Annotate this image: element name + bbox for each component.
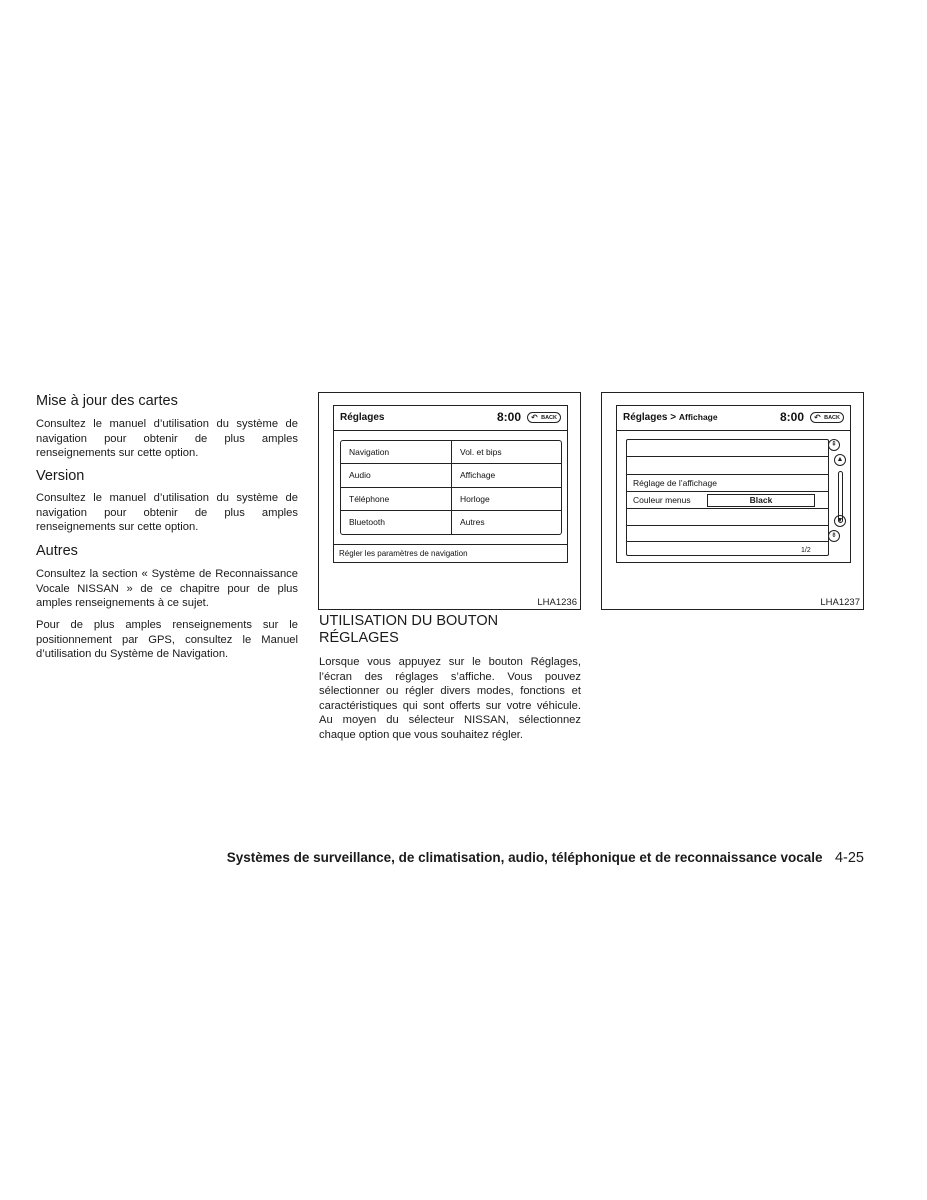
row-menu-color-label[interactable]: Couleur menus: [633, 495, 691, 505]
divider: [334, 430, 567, 431]
section-heading-map-update: Mise à jour des cartes: [36, 393, 178, 409]
scroll-up-icon[interactable]: ▲: [834, 454, 846, 466]
paragraph-other-1: Consultez la section « Système de Reconnaissance Vocale NISSAN » de ce chapitre pour de plus amples renseignements à ce sujet.: [36, 568, 298, 610]
menu-color-value-field[interactable]: Black: [707, 494, 815, 507]
page-indicator: 1/2: [801, 547, 811, 554]
row-display-settings[interactable]: Réglage de l’affichage: [633, 478, 717, 488]
menu-item-navigation[interactable]: Navigation: [349, 447, 390, 457]
section-heading-version: Version: [36, 468, 85, 484]
display-settings-screen: [616, 405, 851, 563]
footer-page-number: 4-25: [834, 850, 864, 866]
breadcrumb-current: Affichage: [678, 412, 718, 422]
figure-display-settings-screen: [601, 392, 864, 610]
divider: [340, 487, 562, 488]
menu-item-volume[interactable]: Vol. et bips: [460, 447, 502, 457]
paragraph-settings-button: Lorsque vous appuyez sur le bouton Réglages, l’écran des réglages s’affiche. Vous pouvez sélectionner ou régler divers modes, fonctions et caractéristiques qui sont offerts sur votre véhicule. Au moyen du sélecteur NISSAN, sélectionnez chaque option que vous souhaitez régler.: [319, 656, 581, 741]
divider: [626, 456, 829, 457]
menu-item-telephone[interactable]: Téléphone: [349, 494, 390, 504]
heading-line-1: UTILISATION DU BOUTON: [319, 613, 499, 629]
clock-time: 8:00: [497, 410, 522, 424]
section-heading-other: Autres: [36, 543, 78, 559]
figure-code: LHA1236: [537, 597, 577, 608]
footer-chapter-title: Systèmes de surveillance, de climatisation, audio, téléphonique et de reconnaissance vocale: [226, 850, 823, 865]
divider: [340, 510, 562, 511]
menu-item-clock[interactable]: Horloge: [460, 494, 490, 504]
heading-line-2: RÉGLAGES: [319, 630, 399, 646]
back-arrow-icon: ↶: [814, 413, 821, 422]
menu-item-audio[interactable]: Audio: [349, 470, 371, 480]
settings-screen: [333, 405, 568, 563]
divider: [617, 430, 850, 431]
section-heading-settings-button: [319, 613, 582, 647]
status-text: Régler les paramètres de navigation: [339, 549, 468, 558]
clock-time: 8:00: [780, 410, 805, 424]
divider: [626, 491, 829, 492]
figure-code: LHA1237: [820, 597, 860, 608]
divider: [626, 541, 829, 542]
breadcrumb-root: Réglages >: [623, 412, 677, 423]
scroll-bottom-icon[interactable]: ⇟: [828, 530, 840, 542]
paragraph-other-2: Pour de plus amples renseignements sur le positionnement par GPS, consultez le Manuel d’utilisation du Système de Navigation.: [36, 619, 298, 661]
divider: [334, 544, 567, 545]
page-footer: [200, 849, 864, 867]
divider: [340, 463, 562, 464]
back-arrow-icon: ↶: [531, 413, 538, 422]
back-button-label: BACK: [824, 415, 840, 421]
divider: [626, 474, 829, 475]
divider: [626, 525, 829, 526]
paragraph-map-update: Consultez le manuel d’utilisation du système de navigation pour obtenir de plus amples renseignements sur cette option.: [36, 418, 298, 460]
menu-item-display[interactable]: Affichage: [460, 470, 496, 480]
screen-title: [623, 412, 718, 423]
scroll-top-icon[interactable]: ⇞: [828, 439, 840, 451]
back-button[interactable]: [810, 412, 844, 423]
back-button[interactable]: [527, 412, 561, 423]
divider: [626, 508, 829, 509]
menu-item-others[interactable]: Autres: [460, 517, 485, 527]
menu-item-bluetooth[interactable]: Bluetooth: [349, 517, 385, 527]
screen-title: Réglages: [340, 412, 385, 423]
figure-settings-screen: [318, 392, 581, 610]
scroll-down-icon[interactable]: ▼: [834, 515, 846, 527]
back-button-label: BACK: [541, 415, 557, 421]
paragraph-version: Consultez le manuel d’utilisation du système de navigation pour obtenir de plus amples renseignements sur cette option.: [36, 492, 298, 534]
